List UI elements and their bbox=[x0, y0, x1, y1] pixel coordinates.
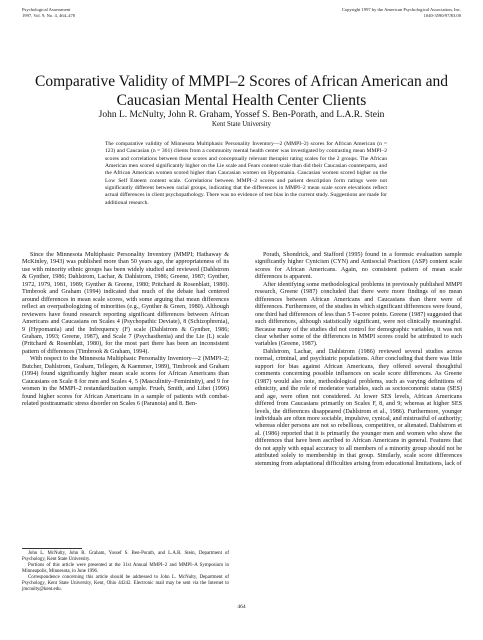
body-paragraph: Porath, Shondrick, and Stafford (1995) found in a forensic evaluation sample significantly higher Cynicism (CYN) and Antisocial Practices (ASP) content scale scores for African Americans. Again, no consistent pattern of mean scale differences is apparent. bbox=[255, 252, 462, 281]
footnote-paragraph: Portions of this article were presented at the 31st Annual MMPI–2 and MMPI–A Symposium in Minneapolis, Minnesota, in June 1996. bbox=[22, 563, 229, 574]
body-column-left bbox=[22, 252, 229, 409]
footnote-paragraph: John L. McNulty, John R. Graham, Yossef S. Ben-Porath, and L.A.R. Stein, Department of Psychology, Kent State University. bbox=[22, 551, 229, 562]
running-header-right bbox=[342, 7, 461, 18]
footnote-paragraph: Correspondence concerning this article should be addressed to John L. McNulty, Department of Psychology, Kent State University, Kent, Ohio 44242. Electronic mail may be sent via the Internet to jmcnulty@kent.edu. bbox=[22, 575, 229, 592]
volume-info: 1997, Vol. 9, No. 4, 464–470 bbox=[22, 12, 76, 18]
page-number: 464 bbox=[237, 604, 246, 610]
footnote-divider bbox=[22, 548, 82, 549]
journal-name: Psychological Assessment bbox=[22, 7, 71, 12]
article-title: Comparative Validity of MMPI–2 Scores of African American and Caucasian Mental Health Center Clients bbox=[35, 73, 448, 110]
copyright-notice: Copyright 1997 by the American Psychological Association, Inc. bbox=[341, 7, 461, 12]
body-paragraph: Dahlstrom, Lachar, and Dahlstrom (1986) reviewed several studies across normal, criminal, and psychiatric populations. After concluding that there was little support for bias against African Americans, they offered several thoughtful comments concerning possible influences on scale score differences. As Greene (1987) would also note, methodological problems, such as varying definitions of ethnicity, and the role of moderator variables, such as socioeconomic status (SES) and age, were often not considered. At lower SES levels, African Americans differed from Caucasians primarily on Scales F, 8, and 9; whereas at higher SES levels, the differences disappeared (Dahlstrom et al., 1986). Furthermore, younger individuals are often more sociable, impulsive, cynical, and mistrustful of authority; whereas older persons are not so rebellious, competitive, or alienated. Dahlstrom et al. (1986) reported that it is primarily the younger men and women who show the differences that have been ascribed to African Americans in general. Features that do not apply with equal accuracy to all members of a minority group should not be attributed solely to membership in that group. Similarly, scale score differences stemming from adaptational difficulties arising from educational limitations, lack of bbox=[255, 348, 462, 467]
issn: 1040-3590/97/$3.00 bbox=[423, 12, 461, 18]
body-paragraph: Since the Minnesota Multiphasic Personality Inventory (MMPI; Hathaway & McKinley, 1943) was published more than 50 years ago, the appropriateness of its use with minority ethnic groups has been widely studied and reviewed (Dahlstrom & Gynther, 1986; Dahlstrom, Lachar, & Dahlstrom, 1986; Greene, 1987; Gynther, 1972, 1979, 1981, 1989; Gynther & Greene, 1980; Pritchard & Rosenblatt, 1980). Timbrook and Graham (1994) indicated that much of the debate had centered around differences in mean scale scores, with some arguing that mean differences reflect an overpathologizing of minorities (e.g., Gynther & Green, 1980). Although reviewers have found research reporting significant differences between African Americans and Caucasians on Scales 4 (Psychopathic Deviate), 8 (Schizophrenia), 9 (Hypomania) and the Infrequency (F) scale (Dahlstrom & Gynther, 1986; Graham, 1993; Greene, 1987), and Scale 7 (Psychasthenia) and the Lie (L) scale (Pritchard & Rosenblatt, 1980), for the most part there has been an inconsistent pattern of differences (Timbrook & Graham, 1994). bbox=[22, 252, 229, 355]
author-note bbox=[22, 551, 229, 593]
author-list: John L. McNulty, John R. Graham, Yossef S. Ben-Porath, and L.A.R. Stein bbox=[98, 110, 385, 120]
affiliation: Kent State University bbox=[212, 121, 271, 128]
body-paragraph: With respect to the Minnesota Multiphasic Personality Inventory—2 (MMPI–2; Butcher, Dahlstrom, Graham, Tellegen, & Kaemmer, 1989), Timbrook and Graham (1994) found significantly higher mean scale scores for African Americans than Caucasians on Scale 8 for men and Scales 4, 5 (Masculinity–Femininity), and 9 for women in the MMPI–2 restandardization sample. Frueh, Smith, and Libet (1996) found higher scores for African Americans in a sample of patients with combat-related posttraumatic stress disorder on Scales 6 (Paranoia) and 8. Ben- bbox=[22, 356, 229, 408]
abstract: The comparative validity of Minnesota Multiphasic Personality Inventory—2 (MMPI–2) scores for African American (n = 123) and Caucasian (n = 361) clients from a community mental health center was investigated by contrasting mean MMPI–2 scores and correlations between those scores and conceptually relevant therapist rating scales for the 2 groups. The African American men scored significantly higher on the Lie scale and Fears content scale than did their Caucasian counterparts, and the African American women scored higher than Caucasian women on Hypomania. Caucasian women scored higher on the Low Self Esteem content scale. Correlations between MMPI–2 scores and patient description form ratings were not significantly different between racial groups, indicating that the differences in MMPI–2 mean scale score elevations reflect actual differences in client psychopathology. There was no evidence of test bias in the current study. Suggestions are made for additional research. bbox=[105, 141, 387, 206]
body-column-right bbox=[255, 252, 462, 468]
running-header-left bbox=[22, 7, 75, 18]
body-paragraph: After identifying some methodological problems in previously published MMPI research, Greene (1987) concluded that there were more findings of no mean differences between African Americans and Caucasians than there were of differences. Furthermore, of the studies in which significant differences were found, one third had differences of less than 5 T-score points. Greene (1987) suggested that such differences, although statistically significant, were not clinically meaningful. Because many of the studies did not control for demographic variables, it was not clear whether some of the differences in MMPI scores could be attributed to such variables (Greene, 1987). bbox=[255, 281, 462, 348]
